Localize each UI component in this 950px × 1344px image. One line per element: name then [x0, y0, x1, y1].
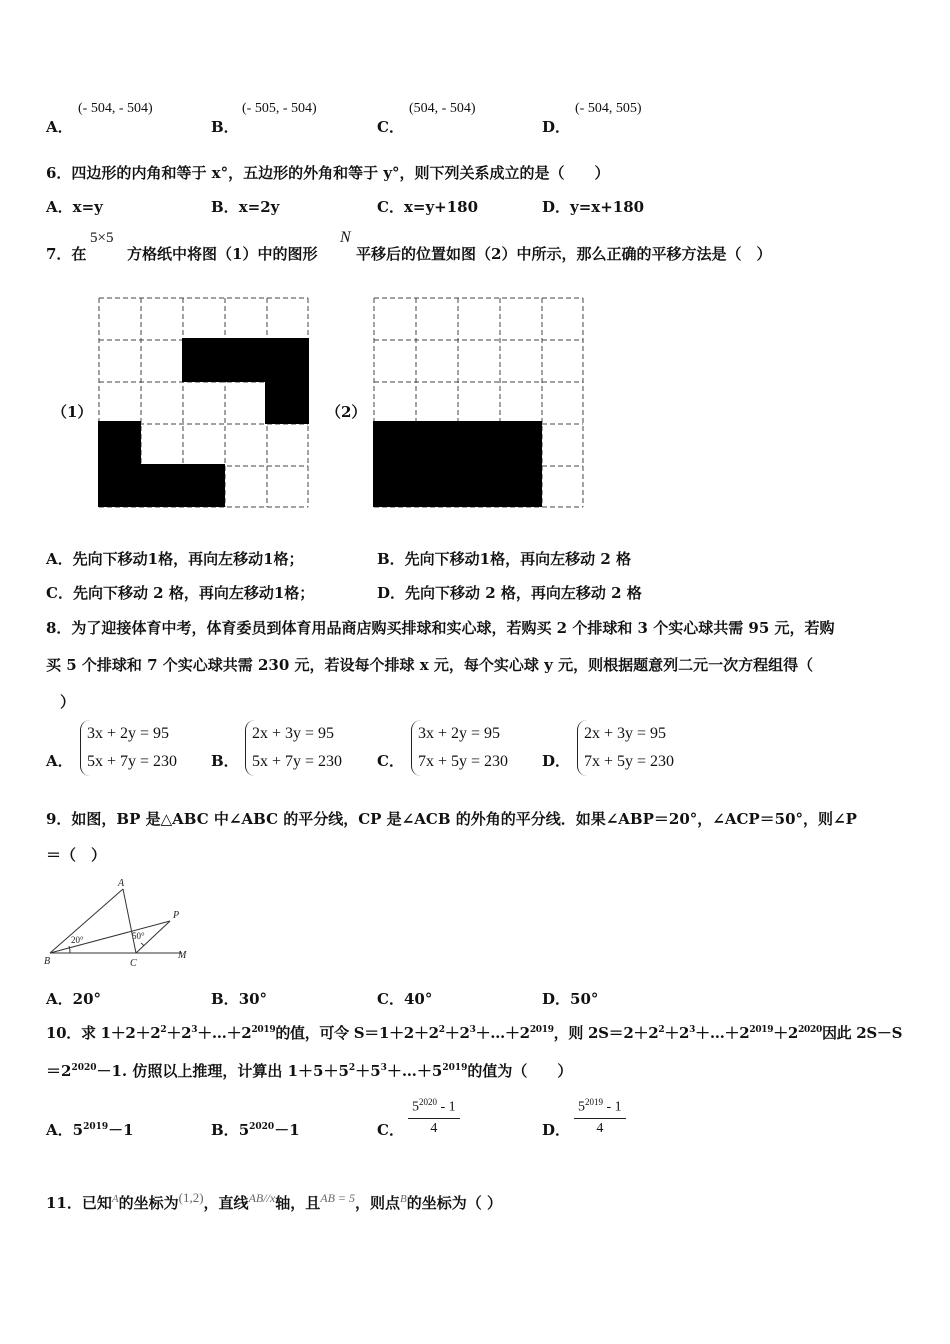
- label-a: A: [118, 878, 125, 889]
- q7-option-a: A．先向下移动1格，再向左移动1格；: [46, 550, 304, 568]
- q8-option-a-system: [80, 720, 177, 776]
- shape-top-right: [182, 338, 309, 424]
- q7-stem-c: 平移后的位置如图（2）中所示，那么正确的平移方法是（ ）: [356, 245, 772, 263]
- q9-option-a-letter: A．: [46, 990, 73, 1008]
- q8-option-a-letter: A．: [46, 752, 73, 770]
- q5-option-d-value: (- 504, 505): [575, 101, 642, 116]
- q6-option-c-value: x=y+180: [403, 198, 479, 216]
- q6-option-d-value: y=x+180: [570, 198, 645, 216]
- q7-stem-a: 7．在: [46, 245, 87, 263]
- q8-option-d-letter: D．: [542, 752, 571, 770]
- point-a: A: [111, 1193, 119, 1205]
- q6-option-b-value: x=2y: [238, 198, 280, 216]
- label-c: C: [130, 958, 137, 969]
- q8-line-3: ）: [60, 693, 76, 711]
- q9-option-b-letter: B．: [211, 990, 239, 1008]
- q5-option-a-value: (- 504, - 504): [78, 101, 153, 116]
- q10-option-d-letter: D．: [542, 1121, 571, 1139]
- q10-line-1: 10．求 $1+2+2^2+2^3+\dots+2^{2019}$的值，可令 $S=1+2+2^2+2^3+\dots+2^{2019}$，则 $2S=2+2^2+2^3+\dots+2^{2019}+2^{2020}$因此 2S－S: [46, 1024, 903, 1042]
- q6-stem: 6．四边形的内角和等于 x°，五边形的外角和等于 y°，则下列关系成立的是（ ）: [46, 164, 610, 182]
- q8-option-b-letter: B．: [211, 752, 239, 770]
- q10-option-a: A．$5^{2019}-1$: [46, 1121, 134, 1139]
- q9-option-d-letter: D．: [542, 990, 571, 1008]
- q8-line-1: 8．为了迎接体育中考，体育委员到体育用品商店购买排球和实心球，若购买 2 个排球和 3 个实心球共需 95 元，若购: [46, 619, 835, 637]
- q6-option-c-letter: C．: [377, 198, 404, 216]
- q5-option-b-letter: B．: [211, 118, 239, 136]
- q9-option-c-value: 40°: [403, 990, 433, 1008]
- q6-option-a-letter: A．: [46, 198, 73, 216]
- q8-line-2: 买 5 个排球和 7 个实心球共需 230 元，若设每个排球 x 元，每个实心球 y 元，则根据题意列二元一次方程组得（: [46, 656, 814, 674]
- q6-option-a-value: x=y: [72, 198, 103, 216]
- q6-option-b-letter: B．: [211, 198, 239, 216]
- equation: 2x + 3y = 95: [252, 725, 335, 742]
- q8-option-b-system: [245, 720, 342, 776]
- equation: 5x + 7y = 230: [252, 753, 343, 770]
- q10-option-d-fraction: $\frac{5^{2019} - 1}{4}$: [574, 1097, 626, 1137]
- length-ab: AB = 5: [320, 1191, 355, 1205]
- q7-figure-2: [371, 295, 587, 511]
- q7-option-c: C．先向下移动 2 格，再向左移动1格；: [46, 584, 315, 602]
- q10-option-c-fraction: $\frac{5^{2020} - 1}{4}$: [408, 1097, 460, 1137]
- q5-option-a-letter: A．: [46, 118, 73, 136]
- label-b: B: [44, 956, 51, 967]
- q10-line-2: $=2^{2020}-1$. 仿照以上推理，计算出 $1+5+5^2+5^3+\dots+5^{2019}$的值为（ ）: [46, 1062, 573, 1080]
- q9-line-1: 9．如图，BP 是△ABC 中∠ABC 的平分线，CP 是∠ACB 的外角的平分线．如果∠ABP＝20°，∠ACP＝50°，则∠P: [46, 810, 857, 828]
- angle-label-50: 50°: [132, 931, 145, 941]
- equation: 7x + 5y = 230: [584, 753, 675, 770]
- q7-figure-1: [96, 295, 312, 511]
- q9-option-c-letter: C．: [377, 990, 404, 1008]
- q7-figure-letter: N: [340, 229, 351, 246]
- q10-option-b: B．$5^{2020}-1$: [211, 1121, 300, 1139]
- q5-option-b-value: (- 505, - 504): [242, 101, 317, 116]
- line-ab: AB//x: [248, 1191, 276, 1205]
- q8-option-c-letter: C．: [377, 752, 404, 770]
- q7-option-b: B．先向下移动1格，再向左移动 2 格: [377, 550, 631, 568]
- shape-translated: [373, 421, 542, 507]
- shape-bottom-left: [98, 421, 225, 507]
- q10-option-c-letter: C．: [377, 1121, 404, 1139]
- q8-option-c-system: [411, 720, 508, 776]
- q5-option-c-value: (504, - 504): [409, 101, 476, 116]
- equation: 3x + 2y = 95: [418, 725, 501, 742]
- side-ac: [123, 889, 136, 953]
- q11-stem: 11．已知$^A$的坐标为(1,2)，直线$^{AB//x}$轴，且$^{AB = 5}$，则点$^B$的坐标为（ ）: [46, 1190, 502, 1212]
- q8-option-d-system: [577, 720, 674, 776]
- q5-option-c-letter: C．: [377, 118, 404, 136]
- q6-option-d-letter: D．: [542, 198, 571, 216]
- q9-option-b-value: 30°: [238, 990, 268, 1008]
- point-b: B: [400, 1193, 407, 1205]
- q7-option-d: D．先向下移动 2 格，再向左移动 2 格: [377, 584, 642, 602]
- q9-option-a-value: 20°: [72, 990, 102, 1008]
- label-p: P: [173, 910, 180, 921]
- equation: 7x + 5y = 230: [418, 753, 509, 770]
- q9-line-2: ＝（ ）: [46, 846, 107, 864]
- q9-option-d-value: 50°: [570, 990, 599, 1008]
- q7-fig1-label: （1）: [52, 403, 93, 421]
- q7-fig2-label: （2）: [326, 403, 367, 421]
- angle-label-20: 20°: [71, 935, 84, 945]
- equation: 2x + 3y = 95: [584, 725, 667, 742]
- label-m: M: [178, 950, 187, 961]
- q7-grid-size: 5×5: [90, 230, 114, 246]
- q5-option-d-letter: D．: [542, 118, 571, 136]
- equation: 3x + 2y = 95: [87, 725, 170, 742]
- coord-a: (1,2): [178, 1190, 204, 1205]
- q7-stem-b: 方格纸中将图（1）中的图形: [127, 245, 318, 263]
- q9-triangle-figure: [40, 876, 200, 971]
- equation: 5x + 7y = 230: [87, 753, 178, 770]
